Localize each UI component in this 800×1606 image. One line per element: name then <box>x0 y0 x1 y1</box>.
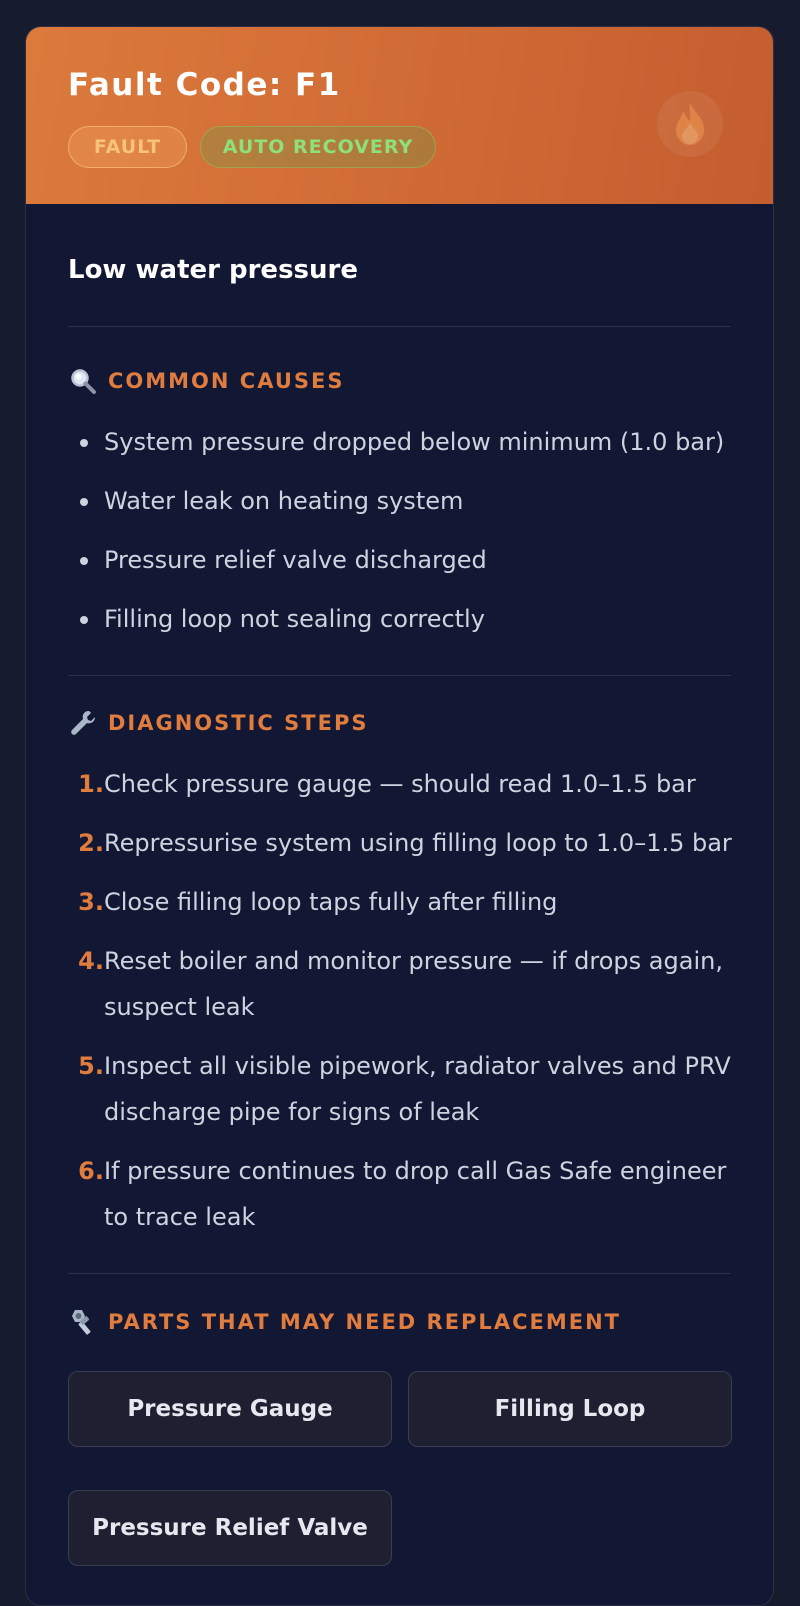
diagnostic-steps-title: DIAGNOSTIC STEPS <box>108 711 369 735</box>
list-item: System pressure dropped below minimum (1.0 bar) <box>68 425 724 484</box>
part-filling-loop-button[interactable]: Filling Loop <box>408 1371 732 1447</box>
step-number: 4. <box>78 947 104 975</box>
step-number: 6. <box>78 1157 104 1185</box>
parts-grid <box>68 1371 732 1566</box>
step-number: 5. <box>78 1052 104 1080</box>
step-text: Close filling loop taps fully after filling <box>104 888 558 916</box>
step-item <box>68 938 738 1030</box>
divider <box>68 326 731 327</box>
list-item: Water leak on heating system <box>68 484 724 543</box>
step-item <box>68 1043 738 1135</box>
step-item <box>68 761 738 807</box>
step-number: 1. <box>78 770 104 798</box>
diagnostic-steps-heading <box>68 708 368 738</box>
step-number: 3. <box>78 888 104 916</box>
part-pressure-gauge-button[interactable]: Pressure Gauge <box>68 1371 392 1447</box>
step-text: If pressure continues to drop call Gas Safe engineer to trace leak <box>104 1157 727 1231</box>
parts-title: PARTS THAT MAY NEED REPLACEMENT <box>108 1310 621 1334</box>
list-item: Filling loop not sealing correctly <box>68 602 724 661</box>
auto-recovery-badge: AUTO RECOVERY <box>200 126 436 168</box>
nut-bolt-icon <box>68 1307 98 1337</box>
divider <box>68 675 731 676</box>
flame-icon <box>657 91 723 157</box>
step-text: Inspect all visible pipework, radiator valves and PRV discharge pipe for signs of leak <box>104 1052 731 1126</box>
common-causes-title: COMMON CAUSES <box>108 369 345 393</box>
fault-badge: FAULT <box>68 126 187 168</box>
step-text: Repressurise system using filling loop to 1.0–1.5 bar <box>104 829 732 857</box>
common-causes-heading <box>68 366 344 396</box>
step-item <box>68 1148 738 1240</box>
steps-list <box>68 761 738 1253</box>
step-number: 2. <box>78 829 104 857</box>
fault-header <box>26 27 773 204</box>
fault-title: Fault Code: F1 <box>68 67 341 103</box>
part-pressure-relief-valve-button[interactable]: Pressure Relief Valve <box>68 1490 392 1566</box>
causes-list <box>68 425 724 661</box>
wrench-icon <box>68 708 98 738</box>
step-item <box>68 879 738 925</box>
parts-heading <box>68 1307 621 1337</box>
list-item: Pressure relief valve discharged <box>68 543 724 602</box>
step-text: Check pressure gauge — should read 1.0–1.5 bar <box>104 770 696 798</box>
divider <box>68 1273 731 1274</box>
step-item <box>68 820 738 866</box>
fault-card <box>25 26 774 1606</box>
magnifier-icon <box>68 366 98 396</box>
step-text: Reset boiler and monitor pressure — if drops again, suspect leak <box>104 947 723 1021</box>
fault-summary: Low water pressure <box>68 255 358 285</box>
